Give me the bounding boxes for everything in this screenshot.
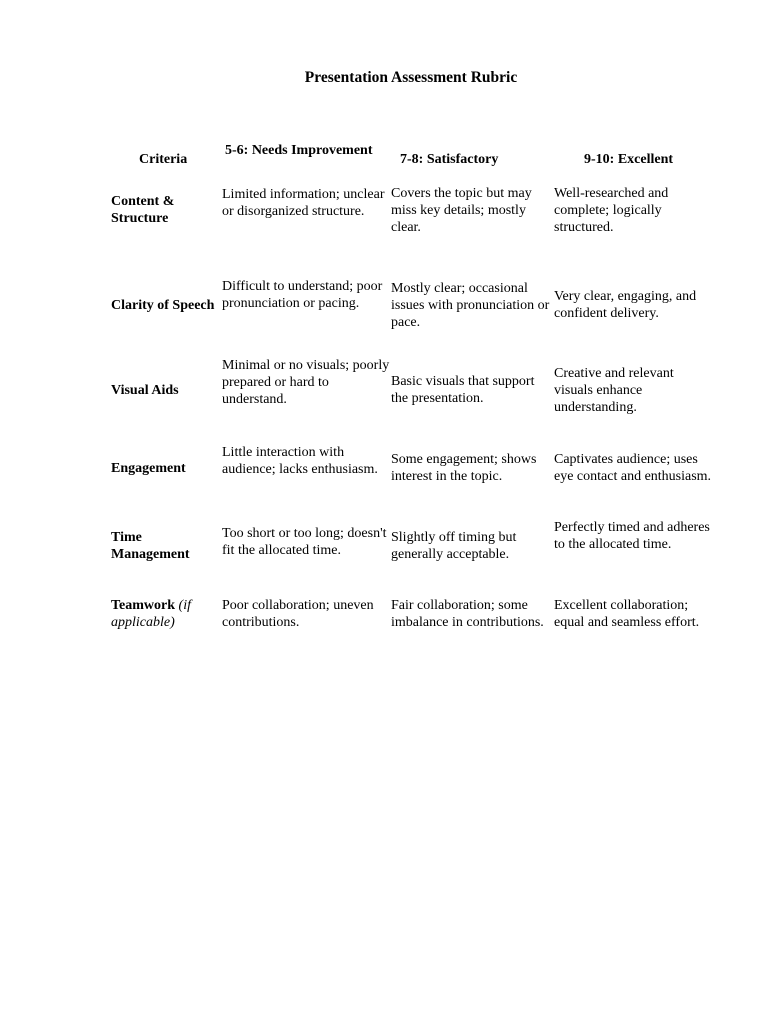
excellent-cell: Very clear, engaging, and confident delivery. xyxy=(554,289,697,321)
satisfactory-cell: Basic visuals that support the presentation. xyxy=(391,374,535,406)
needs-improvement-cell: Difficult to understand; poor pronunciation or pacing. xyxy=(222,279,383,311)
satisfactory-cell: Slightly off timing but generally acceptable. xyxy=(391,530,517,562)
table-row xyxy=(0,432,768,504)
criteria-cell: Engagement xyxy=(111,460,186,476)
header-satisfactory: 7-8: Satisfactory xyxy=(400,152,499,167)
satisfactory-cell: Covers the topic but may miss key details; mostly clear. xyxy=(391,185,532,235)
table-row xyxy=(0,262,768,348)
criteria-label: Teamwork xyxy=(111,598,176,613)
excellent-cell: Excellent collaboration; equal and seamless effort. xyxy=(554,598,700,630)
table-row xyxy=(0,504,768,588)
table-row xyxy=(0,348,768,432)
criteria-cell: Time Management xyxy=(111,530,190,562)
excellent-cell: Captivates audience; uses eye contact and enthusiasm. xyxy=(554,452,712,484)
needs-improvement-cell: Minimal or no visuals; poorly prepared or hard to understand. xyxy=(222,358,390,407)
excellent-cell: Creative and relevant visuals enhance understanding. xyxy=(554,365,674,415)
criteria-cell: Content & Structure xyxy=(111,194,175,226)
table-row xyxy=(0,588,768,640)
header-criteria: Criteria xyxy=(139,152,188,167)
table-row xyxy=(0,175,768,245)
criteria-cell: Clarity of Speech xyxy=(111,297,215,313)
header-needs-improvement: 5-6: Needs Improvement xyxy=(225,143,373,158)
satisfactory-cell: Mostly clear; occasional issues with pronunciation or pace. xyxy=(391,280,550,330)
criteria-note: (if applicable) xyxy=(111,598,191,630)
criteria-cell xyxy=(111,588,216,640)
needs-improvement-cell: Little interaction with audience; lacks enthusiasm. xyxy=(222,444,378,477)
excellent-cell: Well-researched and complete; logically structured. xyxy=(554,185,669,235)
excellent-cell: Perfectly timed and adheres to the allocated time. xyxy=(554,520,710,552)
satisfactory-cell: Fair collaboration; some imbalance in contributions. xyxy=(391,598,544,630)
needs-improvement-cell: Too short or too long; doesn't fit the allocated time. xyxy=(222,526,387,558)
page-title: Presentation Assessment Rubric xyxy=(304,69,518,86)
needs-improvement-cell: Poor collaboration; uneven contributions. xyxy=(222,598,374,630)
header-excellent: 9-10: Excellent xyxy=(584,152,674,167)
criteria-cell: Visual Aids xyxy=(111,382,179,398)
satisfactory-cell: Some engagement; shows interest in the topic. xyxy=(391,452,537,484)
needs-improvement-cell: Limited information; unclear or disorganized structure. xyxy=(222,186,385,219)
